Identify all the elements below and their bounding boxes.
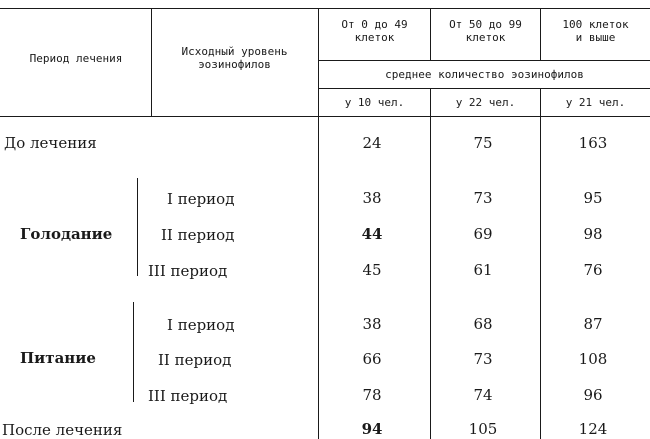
cell-fasting-1-3: 95 [583,189,603,207]
header-col1-line2: клеток [354,31,395,44]
cell-after-2: 105 [468,420,498,438]
cell-feeding-3-1: 78 [362,386,382,404]
cell-feeding-2-3: 108 [578,350,608,368]
header-level-line1: Исходный уровень [181,45,288,58]
header-level-line2: эозинофилов [198,58,271,71]
cell-fasting-2-3: 98 [583,225,603,243]
cell-feeding-3-3: 96 [583,386,603,404]
header-col1-line1: От 0 до 49 [341,18,408,31]
header-group-rule [319,60,650,61]
cell-feeding-1-3: 87 [583,315,603,333]
cell-feeding-2-2: 73 [473,350,493,368]
header-n1: у 10 чел. [344,96,405,109]
period-label-fasting-1: I период [167,190,235,208]
period-label-fasting-2: II период [161,226,235,244]
cell-fasting-1-2: 73 [473,189,493,207]
header-col3-line2: и выше [575,31,616,44]
period-label-fasting-3: III период [148,262,228,280]
period-label-feeding-1: I период [167,316,235,334]
group-label-feeding: Питание [20,349,96,367]
group-bracket-fasting [137,178,138,276]
table-top-rule [0,8,650,9]
header-col2-line2: клеток [465,31,506,44]
header-subheader: среднее количество эозинофилов [385,68,584,81]
cell-feeding-1-2: 68 [473,315,493,333]
period-label-feeding-2: II период [158,351,232,369]
cell-before-2: 75 [473,134,493,152]
header-n2: у 22 чел. [455,96,516,109]
cell-fasting-2-2: 69 [473,225,493,243]
header-col3-line1: 100 клеток [562,18,629,31]
header-n3: у 21 чел. [565,96,626,109]
header-period: Период лечения [29,52,123,65]
cell-after-3: 124 [578,420,608,438]
cell-feeding-2-1: 66 [362,350,382,368]
cell-feeding-3-2: 74 [473,386,493,404]
header-subheader-rule [319,88,650,89]
row-label-after: После лечения [2,421,123,439]
cell-before-1: 24 [362,134,382,152]
cell-fasting-3-2: 61 [473,261,493,279]
cell-fasting-3-1: 45 [362,261,382,279]
body-divider-3 [540,116,541,439]
group-label-fasting: Голодание [20,225,113,243]
cell-fasting-2-1: 44 [361,225,383,243]
group-bracket-feeding [133,302,134,402]
body-divider-2 [430,116,431,439]
body-divider-1 [318,116,319,439]
row-label-before: До лечения [4,134,97,152]
header-divider-1 [151,8,152,116]
cell-fasting-1-1: 38 [362,189,382,207]
header-col2-line1: От 50 до 99 [449,18,522,31]
cell-feeding-1-1: 38 [362,315,382,333]
cell-fasting-3-3: 76 [583,261,603,279]
cell-before-3: 163 [578,134,608,152]
header-bottom-rule [0,116,650,117]
period-label-feeding-3: III период [148,387,228,405]
cell-after-1: 94 [361,420,383,438]
